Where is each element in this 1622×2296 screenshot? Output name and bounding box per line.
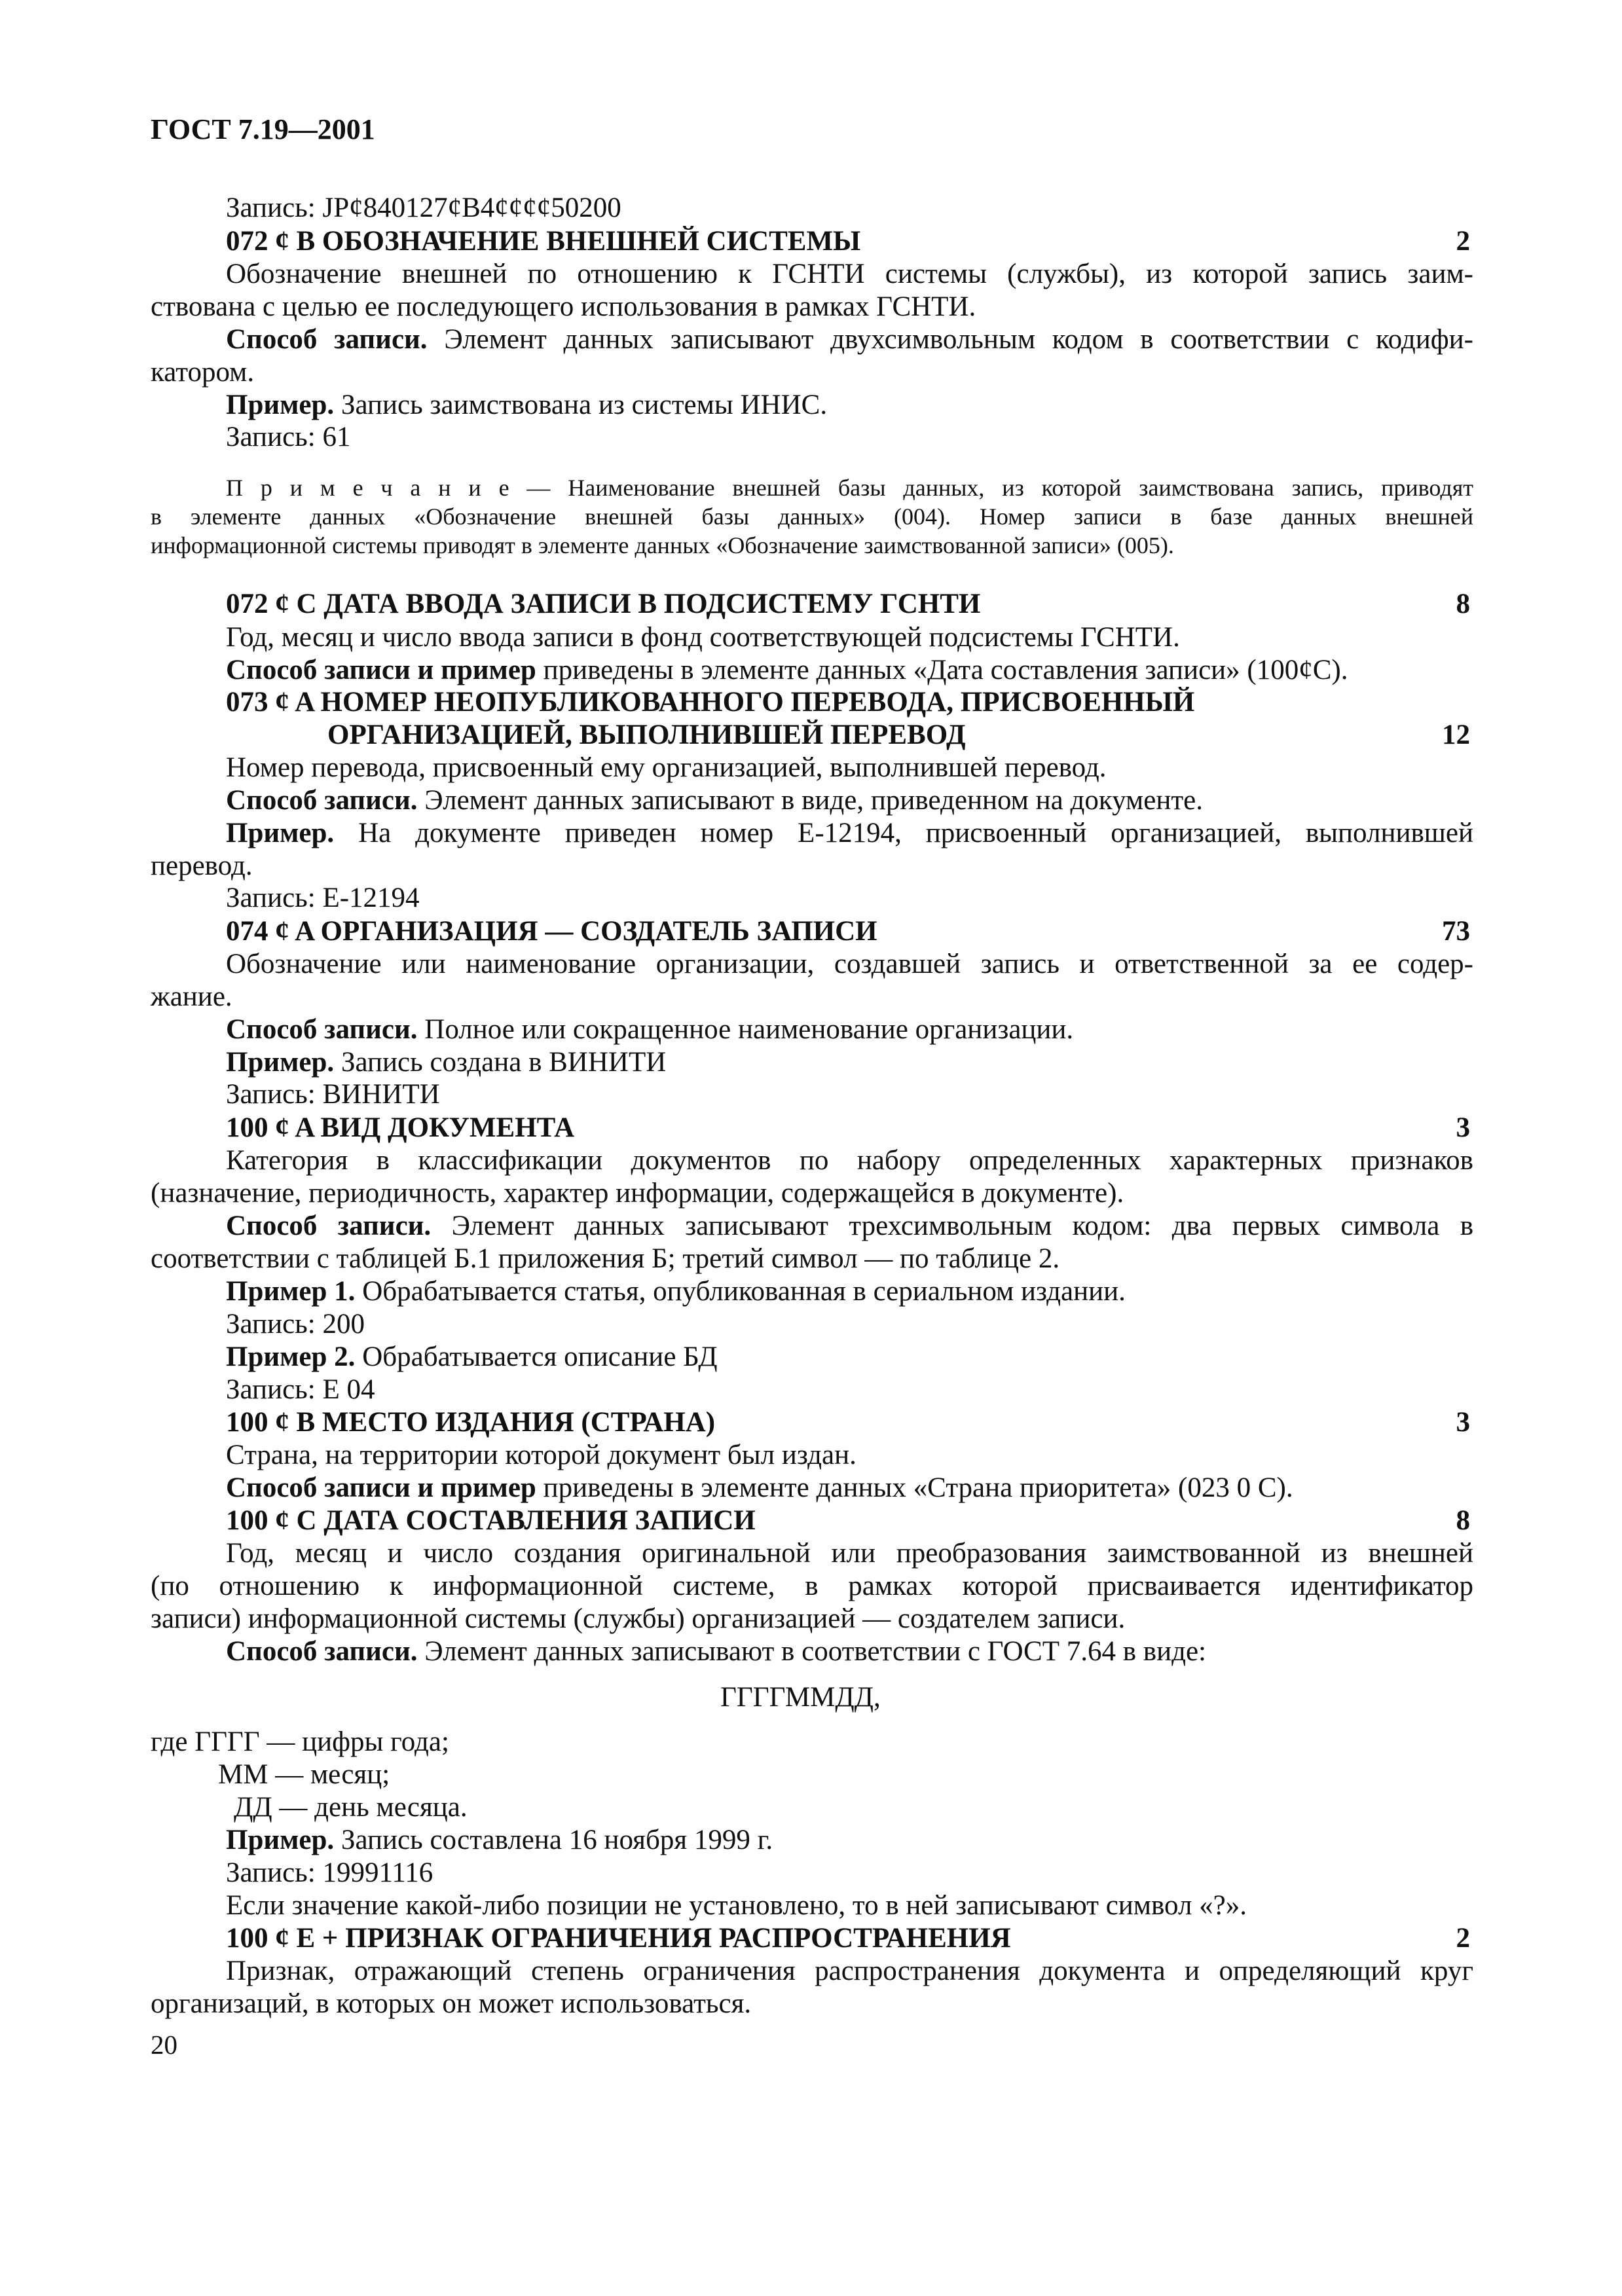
method-text: приведены в элементе данных «Страна приоритета» (023 0 C). — [536, 1472, 1293, 1503]
section-length: 73 — [1442, 916, 1470, 947]
example-paragraph — [226, 1823, 773, 1857]
method-text: Элемент данных записывают двухсимвольным кодом в соответствии с кодифи- — [427, 324, 1473, 355]
method-label: Способ записи и пример — [226, 655, 536, 685]
definition-text: Признак, отражающий степень ограничения распространения документа и определяющий круг — [226, 1956, 1473, 1986]
definition-text: Обозначение или наименование организации, создавшей запись и ответственной за ее содер- — [226, 949, 1473, 979]
method-label: Способ записи и пример — [226, 1472, 536, 1503]
section-heading: ОРГАНИЗАЦИЕЙ, ВЫПОЛНИВШЕЙ ПЕРЕВОД — [327, 720, 966, 750]
definition-text: (назначение, периодичность, характер информации, содержащейся в документе). — [151, 1178, 1124, 1209]
section-length: 3 — [1456, 1407, 1470, 1438]
section-length: 8 — [1456, 589, 1470, 619]
method-text: соответствии с таблицей Б.1 приложения Б; третий символ — по таблице 2. — [151, 1243, 1060, 1274]
page-header-title: ГОСТ 7.19—2001 — [151, 113, 375, 145]
section-length: 12 — [1442, 720, 1470, 750]
method-paragraph — [226, 653, 1348, 687]
example-label: Пример 2. — [226, 1341, 356, 1372]
section-heading: 100 ȼ B МЕСТО ИЗДАНИЯ (СТРАНА) — [226, 1407, 716, 1438]
note-text: — Наименование внешней базы данных, из которой заимствована запись, приводят — [509, 475, 1473, 501]
section-length: 3 — [1456, 1112, 1470, 1143]
section-heading: 100 ȼ E + ПРИЗНАК ОГРАНИЧЕНИЯ РАСПРОСТРАНЕНИЯ — [226, 1923, 1011, 1954]
definition-text: Номер перевода, присвоенный ему организацией, выполнившей перевод. — [226, 752, 1107, 783]
example-paragraph — [226, 1275, 1126, 1309]
example-text: Обрабатывается описание БД — [355, 1341, 718, 1372]
definition-text: ствована с целью ее последующего использования в рамках ГСНТИ. — [151, 291, 976, 322]
example-text: Запись составлена 16 ноября 1999 г. — [334, 1825, 773, 1855]
definition-text: (по отношению к информационной системе, в рамках которой присваивается идентификатор — [151, 1571, 1473, 1601]
additional-text: Если значение какой-либо позиции не установлено, то в ней записывают символ «?». — [226, 1890, 1247, 1921]
example-paragraph — [226, 816, 1473, 850]
example-label: Пример. — [226, 390, 335, 420]
record-example: Запись: 19991116 — [226, 1857, 433, 1888]
section-heading: 073 ȼ A НОМЕР НЕОПУБЛИКОВАННОГО ПЕРЕВОДА, ПРИСВОЕННЫЙ — [226, 687, 1195, 718]
definition-text: Страна, на территории которой документ был издан. — [226, 1440, 857, 1470]
section-length: 2 — [1456, 1923, 1470, 1954]
method-text: приведены в элементе данных «Дата составления записи» (100ȼC). — [536, 655, 1348, 685]
example-label: Пример 1. — [226, 1276, 356, 1307]
example-paragraph — [226, 1046, 666, 1080]
section-heading: 072 ȼ C ДАТА ВВОДА ЗАПИСИ В ПОДСИСТЕМУ ГСНТИ — [226, 589, 981, 619]
method-label: Способ записи. — [226, 785, 418, 816]
section-heading: 072 ȼ B ОБОЗНАЧЕНИЕ ВНЕШНЕЙ СИСТЕМЫ — [226, 226, 861, 257]
record-example: Запись: JPȼ840127ȼB4ȼȼȼȼ50200 — [226, 192, 621, 223]
section-heading: 074 ȼ A ОРГАНИЗАЦИЯ — СОЗДАТЕЛЬ ЗАПИСИ — [226, 916, 877, 947]
section-heading: 100 ȼ C ДАТА СОСТАВЛЕНИЯ ЗАПИСИ — [226, 1505, 756, 1536]
date-format: ГГГГММДД, — [720, 1682, 881, 1713]
example-text: Обрабатывается статья, опубликованная в сериальном издании. — [355, 1276, 1126, 1307]
note-text: информационной системы приводят в элементе данных «Обозначение заимствованной записи» (005). — [151, 532, 1174, 558]
method-paragraph — [226, 784, 1203, 818]
note-paragraph — [226, 473, 1473, 503]
method-text: Полное или сокращенное наименование организации. — [417, 1014, 1074, 1045]
note-text: в элементе данных «Обозначение внешней базы данных» (004). Номер записи в базе данных внешней — [151, 503, 1473, 530]
record-example: Запись: Е 04 — [226, 1374, 375, 1405]
example-text: Запись создана в ВИНИТИ — [334, 1047, 667, 1078]
method-paragraph — [226, 323, 1473, 357]
record-example: Запись: 61 — [226, 422, 351, 452]
record-example: Запись: Е-12194 — [226, 883, 420, 913]
format-legend-item: где ГГГГ — цифры года; — [151, 1726, 449, 1757]
section-length: 8 — [1456, 1505, 1470, 1536]
record-example: Запись: 200 — [226, 1309, 365, 1339]
example-paragraph — [226, 1340, 718, 1374]
method-paragraph — [226, 1013, 1073, 1047]
example-label: Пример. — [226, 818, 335, 848]
definition-text: жание. — [151, 981, 232, 1012]
example-label: Пример. — [226, 1825, 335, 1855]
example-label: Пример. — [226, 1047, 335, 1078]
example-text: На документе приведен номер Е-12194, присвоенный организацией, выполнившей — [334, 818, 1473, 848]
method-label: Способ записи. — [226, 1636, 418, 1667]
section-heading: 100 ȼ A ВИД ДОКУМЕНТА — [226, 1112, 575, 1143]
definition-text: организаций, в которых он может использоваться. — [151, 1988, 752, 2019]
method-label: Способ записи. — [226, 324, 428, 355]
method-paragraph — [226, 1635, 1206, 1669]
method-label: Способ записи. — [226, 1014, 418, 1045]
page-number: 20 — [151, 2030, 177, 2060]
method-text: Элемент данных записывают в соответствии с ГОСТ 7.64 в виде: — [417, 1636, 1207, 1667]
definition-text: записи) информационной системы (службы) организацией — создателем записи. — [151, 1603, 1126, 1634]
definition-text: Обозначение внешней по отношению к ГСНТИ системы (службы), из которой запись заим- — [226, 259, 1473, 289]
method-label: Способ записи. — [226, 1211, 432, 1241]
record-example: Запись: ВИНИТИ — [226, 1079, 440, 1110]
note-label: П р и м е ч а н и е — [226, 475, 509, 501]
example-text: Запись заимствована из системы ИНИС. — [334, 390, 828, 420]
example-text: перевод. — [151, 850, 253, 881]
format-legend-item: ММ — месяц; — [218, 1759, 390, 1790]
example-paragraph — [226, 388, 827, 422]
method-paragraph — [226, 1471, 1293, 1505]
definition-text: Год, месяц и число создания оригинальной или преобразования заимствованной из внешней — [226, 1538, 1473, 1569]
definition-text: Год, месяц и число ввода записи в фонд соответствующей подсистемы ГСНТИ. — [226, 622, 1180, 653]
definition-text: Категория в классификации документов по набору определенных характерных признаков — [226, 1145, 1473, 1176]
method-text: Элемент данных записывают в виде, приведенном на документе. — [417, 785, 1203, 816]
method-paragraph — [226, 1209, 1473, 1243]
method-text: катором. — [151, 357, 255, 388]
section-length: 2 — [1456, 226, 1470, 257]
method-text: Элемент данных записывают трехсимвольным кодом: два первых символа в — [431, 1211, 1473, 1241]
format-legend-item: ДД — день месяца. — [234, 1792, 468, 1823]
